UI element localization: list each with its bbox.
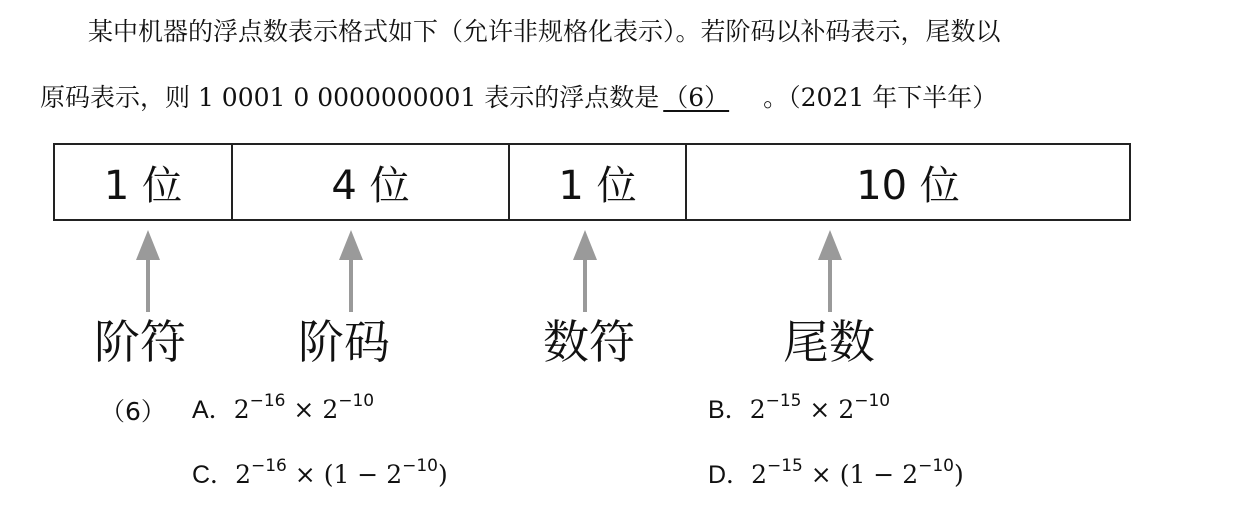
base: 2 — [838, 395, 855, 424]
base: 2 — [235, 460, 251, 489]
label-exponent-sign: 阶符 — [94, 315, 186, 369]
base: 2 — [751, 460, 767, 489]
up-arrow-icon — [136, 230, 160, 312]
base: 2 — [386, 460, 403, 489]
option-label: D． — [708, 461, 752, 489]
question-line-2 — [40, 78, 997, 114]
option-label: A． — [192, 396, 234, 424]
base: 2 — [749, 395, 766, 424]
exponent: −15 — [765, 391, 802, 411]
option-a[interactable] — [192, 390, 374, 426]
close-paren: ) — [438, 460, 448, 489]
exponent: −16 — [249, 391, 286, 411]
exponent: −16 — [250, 456, 287, 476]
operator: × — [801, 395, 839, 424]
format-cell-mantissa-sign: 1 位 — [510, 145, 687, 219]
float-format-table — [53, 143, 1131, 221]
option-label: B． — [708, 396, 750, 424]
answer-blank: （6） — [663, 83, 730, 112]
label-exponent: 阶码 — [298, 315, 390, 369]
up-arrow-icon — [339, 230, 363, 312]
exponent: −10 — [402, 456, 438, 476]
option-c[interactable] — [192, 455, 448, 491]
label-mantissa-sign: 数符 — [543, 315, 635, 369]
operator: × (1 − — [802, 460, 903, 489]
up-arrow-icon — [573, 230, 597, 312]
format-cell-exponent: 4 位 — [233, 145, 510, 219]
exponent: −10 — [918, 456, 954, 476]
exponent: −10 — [854, 391, 891, 411]
close-paren: ) — [954, 460, 964, 489]
label-mantissa: 尾数 — [783, 315, 875, 369]
exponent: −10 — [338, 391, 375, 411]
format-cell-mantissa: 10 位 — [856, 162, 960, 209]
operator: × — [285, 395, 323, 424]
question-source: 。（2021 年下半年） — [763, 83, 998, 112]
option-d[interactable] — [708, 455, 964, 491]
up-arrow-icon — [818, 230, 842, 312]
base: 2 — [902, 460, 919, 489]
format-cell-exponent-sign: 1 位 — [55, 145, 233, 219]
option-label: C． — [192, 461, 236, 489]
question-text: 原码表示，则 1 0001 0 0000000001 表示的浮点数是 — [40, 83, 660, 112]
option-b[interactable] — [708, 390, 890, 426]
question-line-1: 某中机器的浮点数表示格式如下（允许非规格化表示）。若阶码以补码表示，尾数以 — [88, 17, 1001, 46]
base: 2 — [322, 395, 339, 424]
exponent: −15 — [766, 456, 803, 476]
operator: × (1 − — [286, 460, 387, 489]
question-number: （6） — [100, 397, 166, 426]
base: 2 — [233, 395, 250, 424]
